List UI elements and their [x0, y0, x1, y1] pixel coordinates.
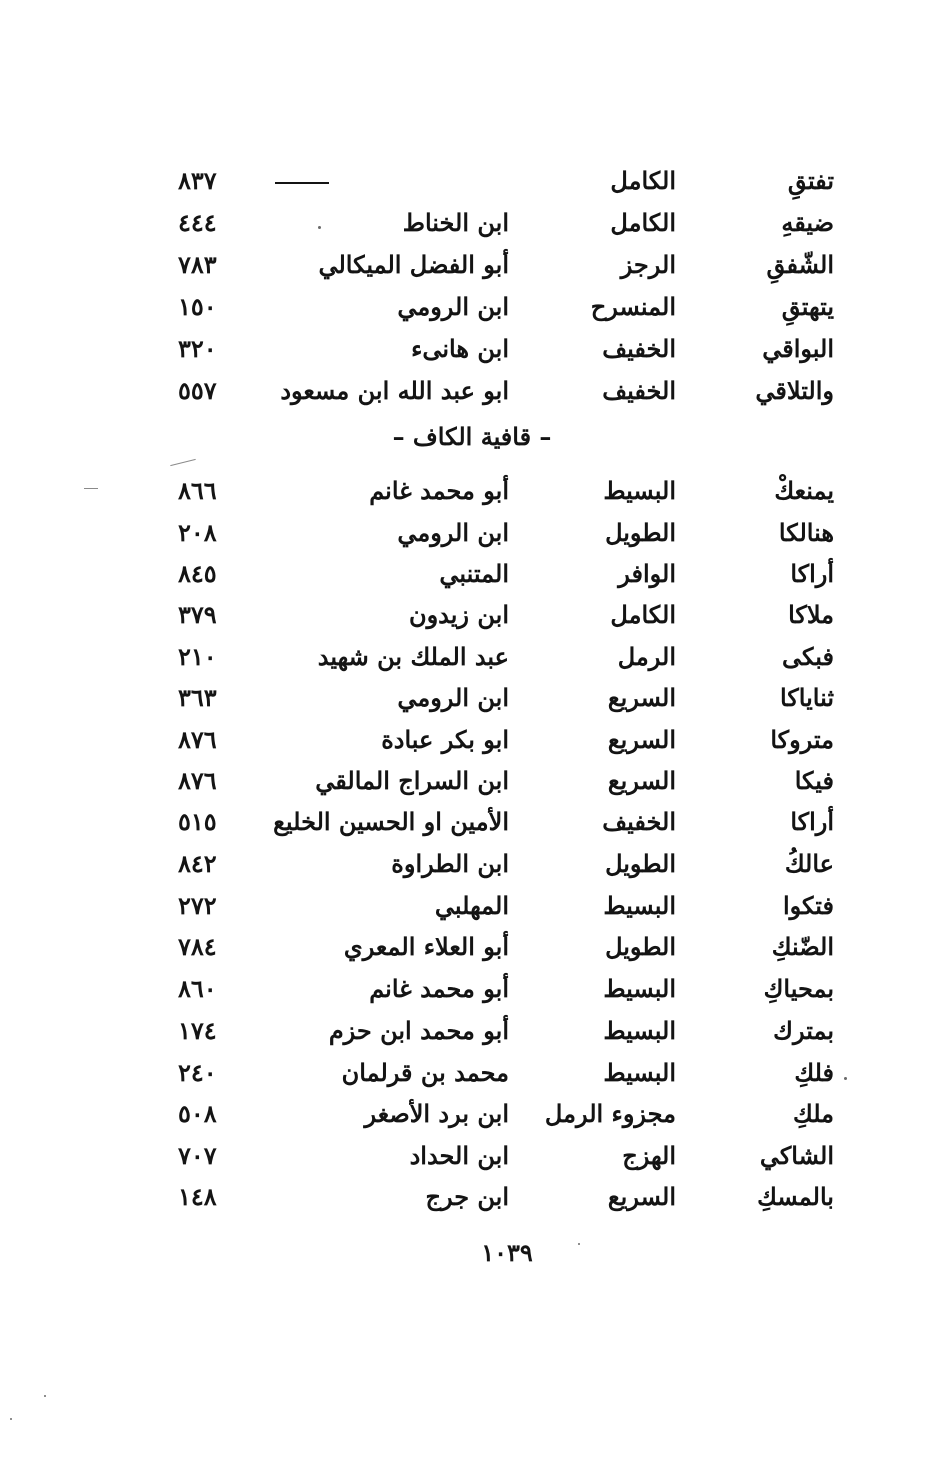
index-row	[0, 719, 944, 761]
index-row	[0, 760, 944, 802]
page-ref: ٨٣٧	[178, 166, 217, 195]
meter-name: الخفيف	[602, 376, 676, 405]
poet-name: ابن برد الأصغر	[364, 1099, 509, 1128]
index-row	[0, 1176, 944, 1218]
poet-name: المتنبي	[439, 559, 509, 588]
meter-name: الرجز	[620, 250, 676, 279]
rhyme-word: والتلاقي	[755, 376, 834, 405]
meter-name: الكامل	[610, 208, 676, 237]
poet-name: أبو الفضل الميكالي	[318, 250, 509, 279]
index-row	[0, 1093, 944, 1135]
poet-name: ابن السراج المالقي	[315, 766, 509, 795]
rhyme-word: الضّنكِ	[771, 932, 834, 961]
page-ref: ٧٨٣	[178, 250, 217, 279]
meter-name: البسيط	[603, 1016, 676, 1045]
meter-name: الطويل	[605, 518, 676, 547]
rhyme-word: بالمسكِ	[757, 1182, 834, 1211]
meter-name: السريع	[607, 1182, 676, 1211]
rhyme-word: ملاكا	[788, 600, 834, 629]
meter-name: الطويل	[605, 932, 676, 961]
page-ref: ٨٦٦	[178, 476, 217, 505]
index-row	[0, 512, 944, 554]
rhyme-word: فيكا	[794, 766, 834, 795]
rhyme-word: أراكا	[790, 559, 834, 588]
rhyme-word: الشاكي	[759, 1141, 834, 1170]
index-row	[0, 885, 944, 927]
index-row	[0, 677, 944, 719]
meter-name: الخفيف	[602, 807, 676, 836]
page-ref: ٧٨٤	[178, 932, 217, 961]
page-ref: ٨٦٠	[178, 974, 217, 1003]
poet-name: ابن هانىء	[411, 334, 509, 363]
scan-speck	[44, 1395, 46, 1397]
meter-name: الطويل	[605, 849, 676, 878]
poet-name: ابن جرج	[425, 1182, 509, 1211]
page-ref: ٨٧٦	[178, 766, 217, 795]
rhyme-word: فبكى	[782, 642, 834, 671]
rhyme-word: يمنعكْ	[774, 476, 834, 505]
poet-name: ابن الخناط	[402, 208, 509, 237]
poet-name: أبو محمد غانم	[369, 974, 509, 1003]
rhyme-word: ضيقهِ	[781, 208, 834, 237]
page-ref: ١٧٤	[178, 1016, 217, 1045]
meter-name: البسيط	[603, 1058, 676, 1087]
scan-speck	[318, 226, 321, 229]
index-row	[0, 470, 944, 512]
page-ref: ٣٧٩	[178, 600, 217, 629]
poet-name: أبو محمد غانم	[369, 476, 509, 505]
poet-name: محمد بن قرلمان	[341, 1058, 509, 1087]
page-ref: ٢٠٨	[178, 518, 217, 547]
index-row	[0, 1135, 944, 1177]
poet-name: ابن الحداد	[409, 1141, 509, 1170]
rhyme-word: الشّفقِ	[766, 250, 834, 279]
meter-name: الخفيف	[602, 334, 676, 363]
scan-speck	[10, 1418, 12, 1420]
meter-name: السريع	[607, 766, 676, 795]
poet-name: ابن زيدون	[408, 600, 509, 629]
index-row	[0, 244, 944, 286]
page-ref: ٣٦٣	[178, 683, 217, 712]
rhyme-word: عالكُ	[784, 849, 834, 878]
rhyme-word: متروكا	[770, 725, 834, 754]
meter-name: السريع	[607, 683, 676, 712]
index-row	[0, 843, 944, 885]
index-row	[0, 636, 944, 678]
index-row	[0, 370, 944, 412]
rhyme-word: ثناياكا	[780, 683, 834, 712]
poet-name: الأمين او الحسين الخليع	[273, 807, 509, 836]
page-number: ١٠٣٩	[481, 1238, 533, 1267]
poet-name: ابو بكر عبادة	[381, 725, 509, 754]
index-row	[0, 1052, 944, 1094]
page-ref: ٥١٥	[178, 807, 217, 836]
dash-line	[275, 182, 329, 184]
rhyme-word: يتهتقِ	[781, 292, 834, 321]
page-ref: ٨٤٥	[178, 559, 217, 588]
meter-name: البسيط	[603, 476, 676, 505]
meter-name: المنسرح	[590, 292, 676, 321]
page-ref: ١٤٨	[178, 1182, 217, 1211]
meter-name: الكامل	[610, 166, 676, 195]
poet-name: أبو محمد ابن حزم	[328, 1016, 509, 1045]
poet-name: المهلبي	[434, 891, 509, 920]
index-row	[0, 328, 944, 370]
rhyme-word: أراكا	[790, 807, 834, 836]
rhyme-word: ملكِ	[792, 1099, 834, 1128]
page-ref: ٥٠٨	[178, 1099, 217, 1128]
index-row	[0, 801, 944, 843]
index-row	[0, 286, 944, 328]
page-ref: ٢٤٠	[178, 1058, 217, 1087]
index-row	[0, 1010, 944, 1052]
index-row	[0, 202, 944, 244]
page-ref: ٨٤٢	[178, 849, 217, 878]
scan-mark	[84, 488, 98, 489]
index-row	[0, 553, 944, 595]
page-ref: ٢٧٢	[178, 891, 217, 920]
scan-speck	[578, 1243, 580, 1245]
meter-name: البسيط	[603, 891, 676, 920]
rhyme-word: البواقي	[762, 334, 834, 363]
meter-name: البسيط	[603, 974, 676, 1003]
meter-name: مجزوء الرمل	[544, 1099, 676, 1128]
poet-name: ابن الرومي	[397, 292, 509, 321]
poet-name: ابن الرومي	[397, 683, 509, 712]
rhyme-word: هنالكا	[778, 518, 834, 547]
page-ref: ٢١٠	[178, 642, 217, 671]
index-row	[0, 594, 944, 636]
index-row	[0, 926, 944, 968]
poet-name: ابن الطراوة	[391, 849, 509, 878]
meter-name: السريع	[607, 725, 676, 754]
scan-mark	[170, 459, 195, 466]
poet-name: ابو عبد الله ابن مسعود	[280, 376, 509, 405]
meter-name: الرمل	[617, 642, 676, 671]
rhyme-word: فتكوا	[782, 891, 834, 920]
page-ref: ٧٠٧	[178, 1141, 217, 1170]
scan-speck	[844, 1077, 847, 1080]
poet-name: أبو العلاء المعري	[343, 932, 509, 961]
section-heading: – قافية الكاف –	[392, 422, 552, 451]
rhyme-word: فلكِ	[794, 1058, 834, 1087]
poet-name: ابن الرومي	[397, 518, 509, 547]
poet-name: عبد الملك بن شهيد	[317, 642, 509, 671]
meter-name: الوافر	[618, 559, 676, 588]
poet-placeholder-dash	[219, 160, 509, 202]
meter-name: الكامل	[610, 600, 676, 629]
page-ref: ٥٥٧	[178, 376, 217, 405]
meter-name: الهزج	[622, 1141, 676, 1170]
rhyme-word: بمحياكِ	[763, 974, 834, 1003]
rhyme-word: بمترك	[773, 1016, 834, 1045]
page-ref: ٨٧٦	[178, 725, 217, 754]
index-row	[0, 160, 944, 202]
page-ref: ٤٤٤	[178, 208, 217, 237]
index-row	[0, 968, 944, 1010]
rhyme-word: تفتقِ	[787, 166, 834, 195]
page-ref: ٣٢٠	[178, 334, 217, 363]
page-ref: ١٥٠	[178, 292, 217, 321]
